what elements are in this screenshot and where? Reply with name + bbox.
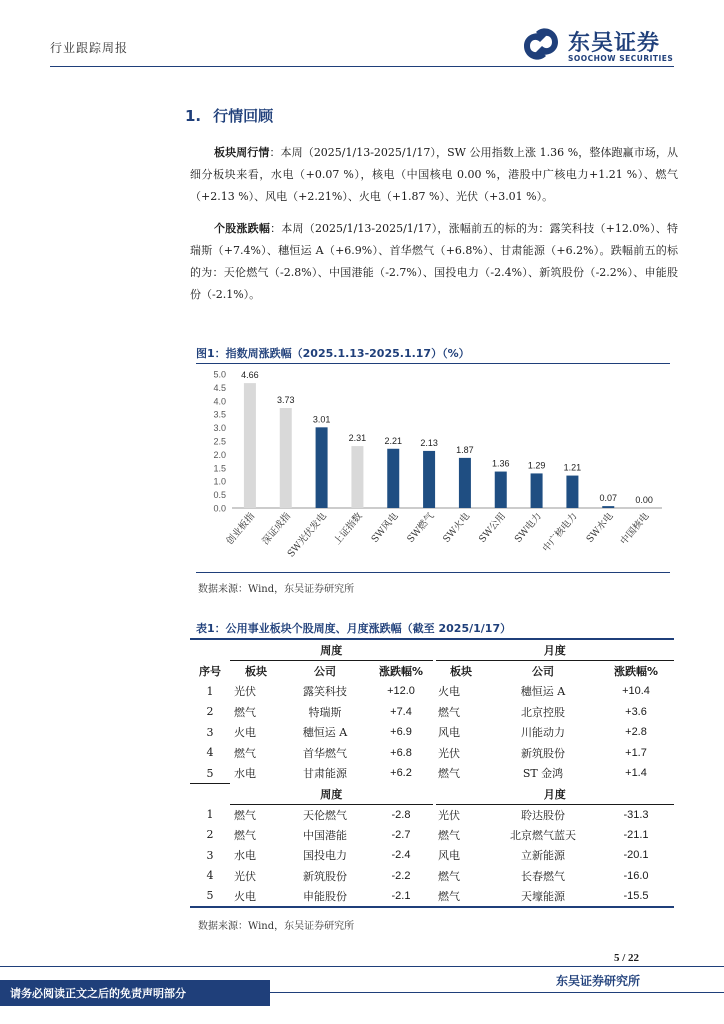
x-category-label: SW光伏发电 (285, 510, 329, 560)
data-label: 1.21 (563, 462, 582, 473)
table-row (190, 804, 674, 825)
col-header-change: 涨跌幅% (378, 665, 424, 678)
section-title (185, 105, 273, 126)
x-category-label: SW水电 (584, 510, 616, 545)
paragraph-label: 个股涨跌幅 (214, 222, 271, 235)
monthly-change: -16.0 (623, 869, 649, 882)
table-group-header (190, 640, 674, 661)
weekly-change: +7.4 (390, 705, 412, 718)
weekly-company: 露笑科技 (303, 685, 347, 699)
header-divider (50, 66, 674, 67)
sector-weekly-paragraph (190, 142, 678, 208)
x-category-label: SW电力 (512, 510, 544, 545)
weekly-change: -2.2 (391, 869, 411, 882)
monthly-change: +1.4 (625, 767, 647, 780)
monthly-company: 北京燃气蓝天 (510, 828, 576, 842)
monthly-change: +2.8 (625, 726, 647, 739)
table-row (190, 681, 674, 702)
weekly-sector: 燃气 (234, 828, 256, 842)
weekly-sector: 燃气 (234, 705, 256, 719)
weekly-sector: 燃气 (234, 808, 256, 822)
monthly-company: 新筑股份 (521, 746, 565, 760)
monthly-company: 长春燃气 (521, 869, 565, 883)
monthly-change: -20.1 (623, 849, 649, 862)
col-header-company-monthly: 公司 (532, 665, 554, 678)
figure-source: 数据来源：Wind，东吴证券研究所 (198, 584, 355, 595)
col-header-company: 公司 (314, 665, 336, 678)
table-row (190, 866, 674, 887)
soochow-logo-icon (520, 26, 562, 62)
page-number: 5 / 22 (614, 952, 640, 964)
y-tick-label: 1.0 (213, 476, 226, 487)
x-category-label: SW燃气 (405, 510, 437, 545)
footer-divider (0, 966, 724, 967)
stock-change-paragraph (190, 218, 678, 306)
monthly-change: +10.4 (622, 685, 650, 698)
table-row (190, 722, 674, 743)
weekly-sector: 火电 (230, 886, 282, 907)
row-number: 3 (206, 725, 214, 739)
row-number: 5 (206, 766, 214, 780)
x-category-label: 中国核电 (618, 510, 652, 548)
x-category-label: 创业板指 (224, 510, 258, 548)
y-tick-label: 0.0 (213, 503, 226, 514)
weekly-change: +6.2 (390, 767, 412, 780)
monthly-sector: 风电 (438, 726, 460, 740)
table-column-header (190, 661, 674, 682)
weekly-sector: 水电 (234, 767, 256, 781)
paragraph-text: ：本周（2025/1/13-2025/1/17），SW 公用指数上涨 1.36 %，整体跑赢市场，从细分板块来看，水电（+0.07 %），核电（中国核电 0.00 %，港股中广核电力+1.21 %）、燃气（+2.13 %）、风电（+2.21%）、火电（+1.87 %）、光伏（+3.01 %）。 (190, 146, 679, 203)
weekly-change: -2.7 (391, 828, 411, 841)
data-label: 2.31 (348, 433, 367, 444)
paragraph-label: 板块周行情 (214, 146, 270, 159)
row-number: 3 (206, 848, 214, 862)
weekly-change: +6.9 (390, 726, 412, 739)
monthly-sector: 燃气 (438, 705, 460, 719)
monthly-sector: 火电 (438, 685, 460, 699)
monthly-company: 聆达股份 (521, 808, 565, 822)
bar-10 (566, 476, 578, 508)
y-tick-label: 4.0 (213, 396, 226, 407)
data-label: 3.01 (312, 414, 331, 425)
stock-change-table (190, 640, 674, 908)
y-tick-label: 0.5 (213, 490, 226, 501)
monthly-company: 北京控股 (521, 705, 565, 719)
weekly-company: 特瑞斯 (308, 705, 342, 719)
weekly-group-header: 周度 (230, 640, 434, 661)
section-number: 1. (185, 107, 202, 125)
weekly-company: 中国港能 (303, 828, 347, 842)
weekly-company: 首华燃气 (303, 746, 347, 760)
row-number: 1 (206, 684, 214, 698)
monthly-change: -21.1 (623, 828, 649, 841)
data-label: 2.13 (420, 437, 438, 448)
x-category-label: 上证指数 (331, 510, 365, 548)
weekly-company: 甘肃能源 (303, 767, 347, 781)
data-label: 4.66 (241, 370, 259, 381)
bar-2 (280, 408, 292, 508)
y-tick-label: 1.5 (213, 463, 226, 474)
data-label: 0.00 (635, 495, 653, 505)
figure-title: 图1：指数周涨跌幅（2025.1.13-2025.1.17）（%） (196, 347, 470, 360)
data-label: 1.87 (456, 444, 474, 455)
table-row (190, 763, 674, 784)
weekly-change: -2.8 (391, 808, 411, 821)
monthly-sector: 风电 (438, 849, 460, 863)
weekly-company: 穗恒运 A (302, 726, 348, 740)
y-tick-label: 2.0 (213, 449, 226, 460)
y-tick-label: 3.5 (213, 409, 226, 420)
figure-bottom-rule (196, 572, 670, 573)
weekly-sector: 火电 (234, 726, 256, 740)
weekly-sector: 光伏 (234, 685, 256, 699)
weekly-sector: 水电 (234, 849, 256, 863)
table-row (190, 702, 674, 723)
brand-name-en: SOOCHOW SECURITIES (568, 54, 674, 63)
y-tick-label: 3.0 (213, 423, 226, 434)
row-number: 2 (206, 705, 214, 719)
col-header-sector: 板块 (245, 665, 267, 678)
brand-logo (520, 24, 690, 64)
bar-8 (495, 472, 507, 508)
y-tick-label: 5.0 (213, 369, 226, 380)
x-category-label: SW火电 (441, 510, 473, 545)
monthly-company: 立新能源 (521, 849, 565, 863)
monthly-change: +3.6 (625, 705, 647, 718)
weekly-change: +12.0 (387, 685, 415, 698)
brand-name-cn: 东吴证券 (568, 31, 661, 56)
monthly-sector: 光伏 (438, 808, 460, 822)
weekly-company: 国投电力 (303, 849, 347, 863)
col-header-no: 序号 (199, 664, 221, 678)
top-losers-rows (190, 804, 674, 907)
monthly-company: 天壕能源 (488, 886, 598, 907)
x-category-label: 深证成指 (260, 510, 294, 548)
y-tick-label: 4.5 (213, 382, 226, 393)
data-label: 1.29 (527, 460, 546, 471)
paragraph-text: ：本周（2025/1/13-2025/1/17），涨幅前五的标的为：露笑科技（+12.0%）、特瑞斯（+7.4%）、穗恒运 A（+6.9%）、首华燃气（+6.8%）、甘肃能源（+6.2%）。跌幅前五的标的为：天伦燃气（-2.8%）、中国港能（-2.7%）、国投电力（-2.4%）、新筑股份（-2.2%）、申能股份（-2.1%）。 (190, 222, 678, 301)
data-label: 1.36 (491, 458, 510, 469)
x-category-label: SW公用 (476, 510, 509, 545)
monthly-company: 穗恒运 A (520, 685, 566, 699)
monthly-sector: 燃气 (438, 828, 460, 842)
bar-6 (423, 451, 435, 508)
monthly-sector: 燃气 (438, 869, 460, 883)
y-tick-label: 2.5 (213, 436, 226, 447)
row-number: 4 (206, 746, 214, 760)
table-row (190, 845, 674, 866)
row-number: 5 (190, 886, 230, 907)
row-number: 2 (206, 828, 214, 842)
data-label: 3.73 (276, 395, 295, 406)
weekly-sector: 光伏 (234, 869, 256, 883)
table-row (190, 743, 674, 764)
row-number: 1 (206, 807, 214, 821)
bar-5 (387, 449, 399, 508)
bar-9 (531, 473, 543, 508)
x-category-label: 中广核电力 (540, 510, 580, 555)
monthly-sector: 光伏 (438, 746, 460, 760)
data-label: 2.21 (384, 435, 403, 446)
table-bottom-group-header (190, 784, 674, 805)
weekly-change: -2.1 (368, 886, 434, 907)
table-row (190, 825, 674, 846)
bar-3 (316, 427, 328, 508)
data-label: 0.07 (599, 493, 618, 504)
monthly-company: ST 金鸿 (522, 767, 564, 781)
col-header-change-monthly: 涨跌幅% (613, 665, 659, 678)
bar-4 (351, 446, 363, 508)
weekly-company: 申能股份 (282, 886, 368, 907)
monthly-group-header-bottom: 月度 (434, 784, 674, 805)
footer-divider-right (270, 992, 724, 993)
table-title: 表1：公用事业板块个股周度、月度涨跌幅（截至 2025/1/17） (196, 622, 512, 635)
footer-institute: 东吴证券研究所 (556, 974, 641, 988)
col-header-sector-monthly: 板块 (450, 665, 472, 678)
weekly-company: 天伦燃气 (303, 808, 347, 822)
index-weekly-change-chart (196, 364, 670, 570)
weekly-change: +6.8 (390, 746, 412, 759)
table-row (190, 886, 674, 907)
report-category: 行业跟踪周报 (50, 41, 129, 55)
monthly-sector: 燃气 (438, 767, 460, 781)
bar-11 (602, 506, 614, 508)
monthly-change: -31.3 (623, 808, 649, 821)
monthly-sector: 燃气 (434, 886, 488, 907)
monthly-company: 川能动力 (521, 726, 565, 740)
footer-disclaimer: 请务必阅读正文之后的免责声明部分 (10, 987, 186, 1000)
weekly-sector: 燃气 (234, 746, 256, 760)
weekly-company: 新筑股份 (303, 869, 347, 883)
section-title-text: 行情回顾 (213, 107, 274, 125)
bar-7 (459, 458, 471, 508)
top-gainers-rows (190, 681, 674, 784)
monthly-change: -15.5 (598, 886, 674, 907)
table-source: 数据来源：Wind，东吴证券研究所 (198, 921, 355, 932)
monthly-change: +1.7 (625, 746, 647, 759)
weekly-change: -2.4 (391, 849, 411, 862)
bar-1 (244, 383, 256, 508)
weekly-group-header-bottom: 周度 (230, 784, 434, 805)
row-number: 4 (206, 869, 214, 883)
monthly-group-header: 月度 (434, 640, 674, 661)
x-category-label: SW风电 (369, 510, 401, 545)
